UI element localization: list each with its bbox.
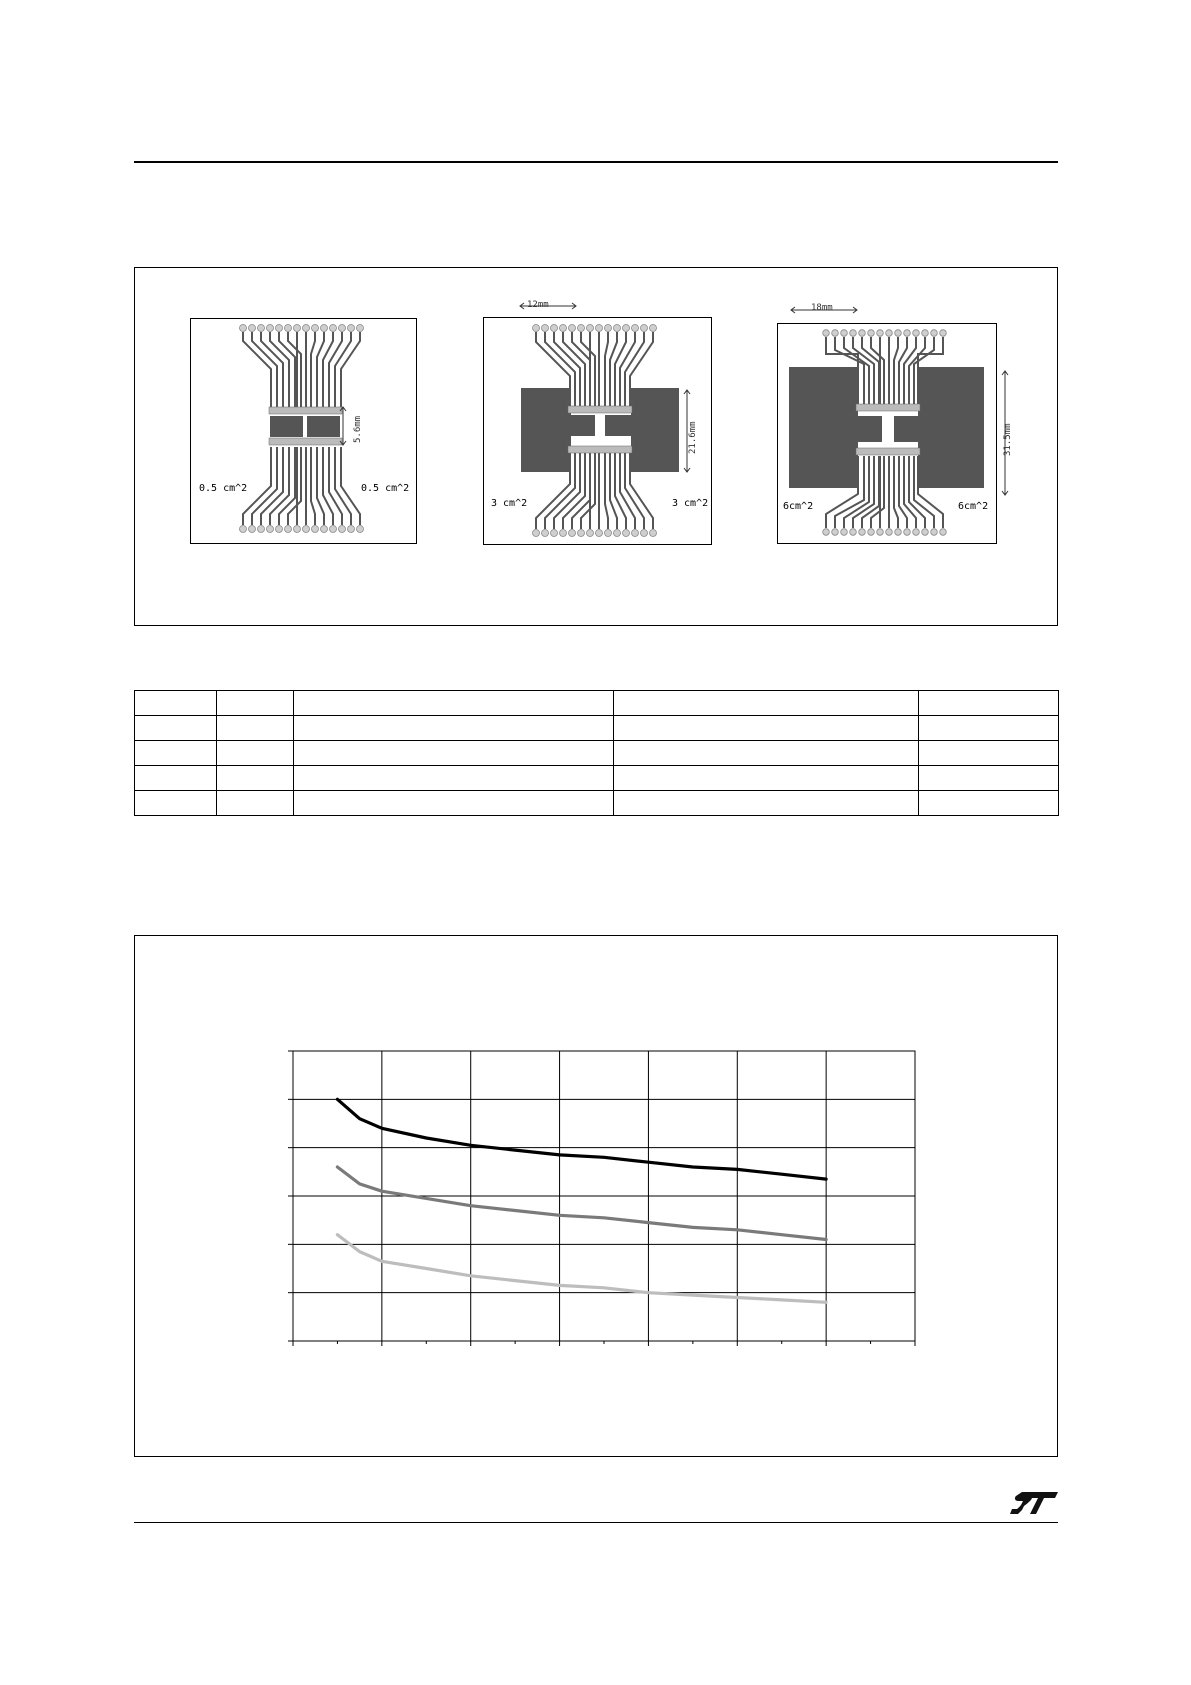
table-cell: [919, 766, 1059, 791]
copper-pads: [789, 367, 984, 488]
table-row: [135, 691, 1059, 716]
top-dimension-arrow: [789, 305, 859, 315]
side-dimension-label: 21.6mm: [688, 421, 698, 454]
table-cell: [919, 791, 1059, 816]
table-cell: [217, 791, 294, 816]
copper-area-label-right: 0.5 cm^2: [361, 483, 410, 494]
table-row: [135, 716, 1059, 741]
table-cell: [217, 716, 294, 741]
series-line-3: [337, 1235, 826, 1303]
bottom-pads: [240, 526, 364, 533]
copper-area-label-left: 6cm^2: [783, 501, 814, 512]
line-chart: [135, 936, 1057, 1456]
copper-pads: [270, 416, 340, 437]
table-cell: [614, 741, 919, 766]
table-cell: [294, 716, 614, 741]
bottom-pads: [533, 530, 657, 537]
table-cell: [919, 741, 1059, 766]
top-pads: [533, 325, 657, 332]
pcb-board-small-drawing: [191, 319, 418, 545]
pcb-figure-frame: [134, 267, 1058, 626]
table-cell: [135, 791, 217, 816]
table-cell: [919, 716, 1059, 741]
side-dimension-label: 31.5mm: [1003, 423, 1013, 456]
table-cell: [614, 791, 919, 816]
table-cell: [294, 791, 614, 816]
table-cell: [294, 741, 614, 766]
top-dimension-arrow: [518, 301, 578, 311]
pcb-board-medium: [483, 317, 712, 545]
table-row: [135, 766, 1059, 791]
gap-dimension-label: 5.6mm: [353, 415, 363, 443]
copper-area-label-left: 0.5 cm^2: [199, 483, 248, 494]
table-cell: [135, 691, 217, 716]
header-rule: [134, 161, 1058, 163]
copper-area-label-left: 3 cm^2: [491, 498, 528, 509]
pcb-board-large: [777, 323, 997, 544]
table-cell: [614, 766, 919, 791]
footer-rule: [134, 1522, 1058, 1523]
copper-area-label-right: 3 cm^2: [672, 498, 709, 509]
table-cell: [614, 716, 919, 741]
table-row: [135, 741, 1059, 766]
data-table: [134, 690, 1059, 816]
table-row: [135, 791, 1059, 816]
st-logo-icon: [1008, 1488, 1060, 1518]
table-cell: [135, 741, 217, 766]
top-pads: [823, 330, 947, 337]
table-cell: [294, 766, 614, 791]
series-line-2: [337, 1167, 826, 1240]
pcb-board-small: [190, 318, 417, 544]
copper-area-label-right: 6cm^2: [958, 501, 989, 512]
table-cell: [919, 691, 1059, 716]
top-pads: [240, 325, 364, 332]
table-cell: [217, 766, 294, 791]
pcb-board-medium-drawing: [484, 318, 713, 546]
table-cell: [294, 691, 614, 716]
top-dimension-label: 18mm: [811, 303, 833, 313]
table-cell: [614, 691, 919, 716]
bottom-pads: [823, 529, 947, 536]
table-cell: [135, 766, 217, 791]
table-cell: [135, 716, 217, 741]
series-line-1: [337, 1099, 826, 1179]
table-cell: [217, 741, 294, 766]
table-cell: [217, 691, 294, 716]
top-dimension-label: 12mm: [527, 300, 549, 310]
chart-frame: [134, 935, 1058, 1457]
